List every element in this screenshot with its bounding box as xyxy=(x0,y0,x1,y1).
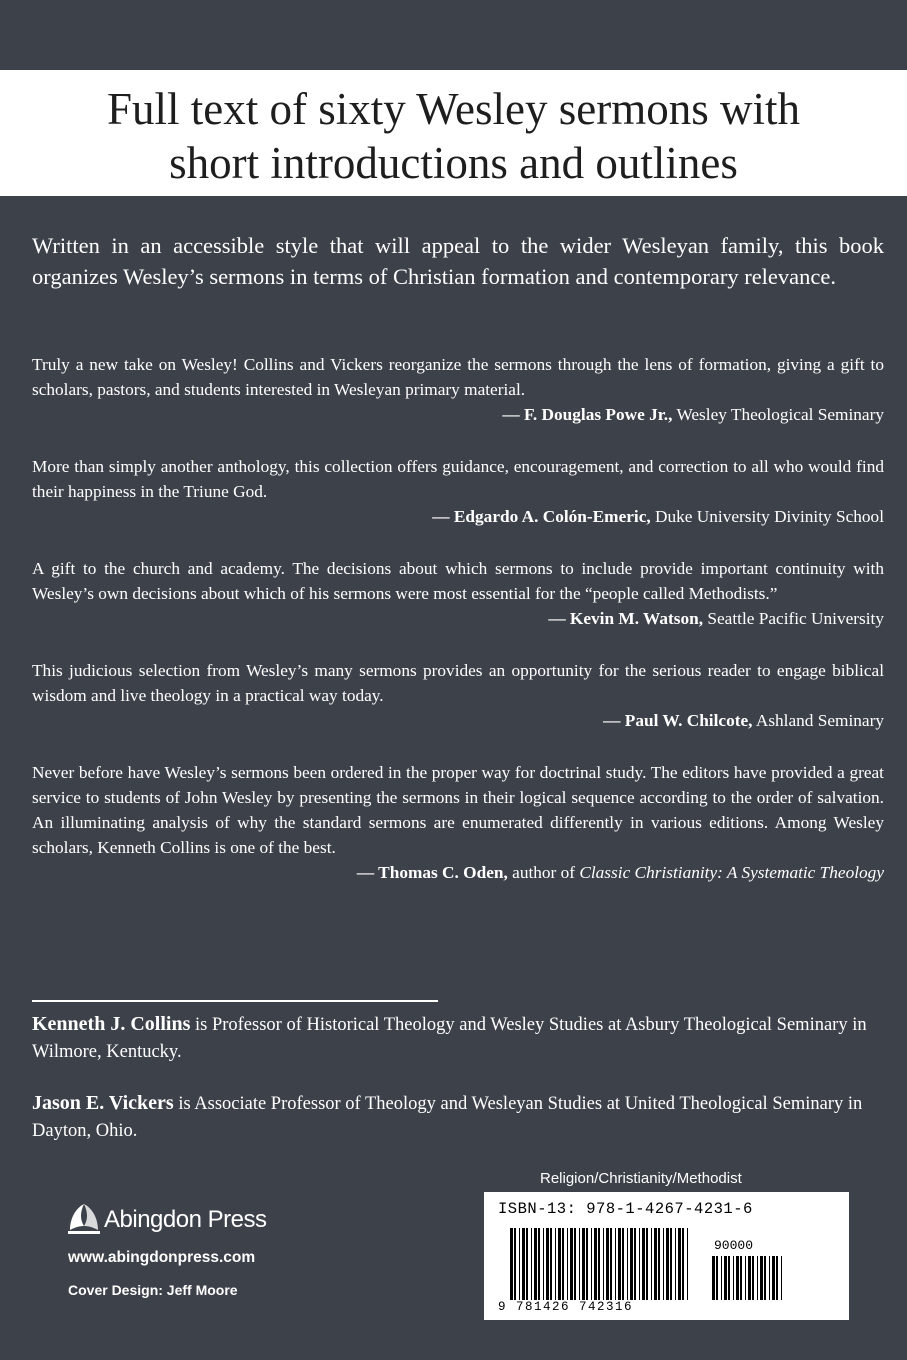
barcode-bar xyxy=(666,1228,669,1300)
author-description: is Professor of Historical Theology and Wesley Studies at Asbury Theological Seminary in Wilmore, Kentucky. xyxy=(32,1015,867,1062)
barcode-bar xyxy=(630,1228,633,1300)
endorser-affiliation: Wesley Theological Seminary xyxy=(672,405,884,424)
barcode-bar xyxy=(670,1228,672,1300)
barcode-bar xyxy=(764,1256,766,1300)
cover-design-credit: Cover Design: Jeff Moore xyxy=(68,1282,238,1298)
isbn: ISBN-13: 978-1-4267-4231-6 xyxy=(498,1200,753,1218)
abingdon-logo-icon xyxy=(66,1200,102,1238)
barcode-bar xyxy=(740,1256,742,1300)
barcode-bar xyxy=(534,1228,537,1300)
barcode-bar xyxy=(558,1228,561,1300)
barcode-bar xyxy=(598,1228,600,1300)
endorsement-text: Truly a new take on Wesley! Collins and Vickers reorganize the sermons through the lens of formation, giving a gift to scholars, pastors, and students interested in Wesleyan primary material. xyxy=(32,355,884,399)
barcode-bar xyxy=(538,1228,540,1300)
barcode-bar xyxy=(781,1256,782,1300)
endorsement xyxy=(32,352,884,427)
barcode-bar xyxy=(579,1228,580,1300)
barcode-bar xyxy=(543,1228,544,1300)
category-label: Religion/Christianity/Methodist xyxy=(540,1170,742,1187)
endorsement xyxy=(32,556,884,631)
endorsements xyxy=(32,352,884,885)
barcode-bar xyxy=(769,1256,770,1300)
endorser-affiliation: Ashland Seminary xyxy=(752,711,884,730)
barcode-box xyxy=(484,1192,849,1320)
barcode-bar xyxy=(634,1228,636,1300)
barcode-bar xyxy=(510,1228,513,1300)
author-description: is Associate Professor of Theology and Wesleyan Studies at United Theological Seminary in Dayton, Ohio. xyxy=(32,1094,863,1141)
barcode-bar xyxy=(591,1228,592,1300)
endorsement-text: More than simply another anthology, this collection offers guidance, encouragement, and correction to all who would find their happiness in the Triune God. xyxy=(32,457,884,501)
barcode-bar xyxy=(745,1256,746,1300)
ean-digits: 9 781426 742316 xyxy=(498,1300,634,1314)
barcode-bar xyxy=(586,1228,588,1300)
barcode-bar xyxy=(594,1228,597,1300)
barcode-bar xyxy=(606,1228,609,1300)
endorsement xyxy=(32,760,884,885)
barcode-bar xyxy=(618,1228,621,1300)
endorsement-attribution xyxy=(32,402,884,427)
barcode-bar xyxy=(728,1256,730,1300)
ean-bars xyxy=(510,1228,688,1300)
barcode-bar xyxy=(639,1228,640,1300)
barcode-bar xyxy=(522,1228,525,1300)
endorser-affiliation: Seattle Pacific University xyxy=(703,609,884,628)
barcode-bar xyxy=(776,1256,778,1300)
author-bio xyxy=(32,1011,884,1066)
barcode-bar xyxy=(678,1228,681,1300)
barcode-bar xyxy=(675,1228,676,1300)
endorser-name: — Kevin M. Watson, xyxy=(548,609,704,628)
endorser-affiliation: Duke University Divinity School xyxy=(650,507,884,526)
barcode-bar xyxy=(760,1256,763,1300)
barcode-bar xyxy=(546,1228,549,1300)
barcode-bar xyxy=(646,1228,648,1300)
barcode-bar xyxy=(772,1256,775,1300)
barcode-bar xyxy=(567,1228,568,1300)
barcode-bar xyxy=(733,1256,734,1300)
barcode-bar xyxy=(622,1228,624,1300)
title-band xyxy=(0,70,907,196)
lead-paragraph: Written in an accessible style that will appeal to the wider Wesleyan family, this book organizes Wesley’s sermons in terms of Christian formation and contemporary relevance. xyxy=(32,233,884,289)
barcode-bar xyxy=(752,1256,754,1300)
endorsement-attribution xyxy=(32,860,884,885)
barcode-bar xyxy=(570,1228,573,1300)
barcode-bar xyxy=(716,1256,718,1300)
barcode-bar xyxy=(514,1228,516,1300)
endorser-name: — Thomas C. Oden, xyxy=(356,863,508,882)
barcode-bar xyxy=(562,1228,564,1300)
endorser-affiliation: author of xyxy=(507,863,580,882)
barcode-bar xyxy=(555,1228,556,1300)
endorsement-text: A gift to the church and academy. The decisions about which sermons to include provide important continuity with Wesley’s own decisions about which of his sermons were most essential for the “people called Methodists.” xyxy=(32,559,884,603)
endorsement-attribution xyxy=(32,504,884,529)
barcode-bar xyxy=(610,1228,612,1300)
endorsement-attribution xyxy=(32,708,884,733)
author-name: Kenneth J. Collins xyxy=(32,1013,191,1035)
barcode-bar xyxy=(682,1228,684,1300)
author-bio xyxy=(32,1090,884,1145)
barcode-bar xyxy=(615,1228,616,1300)
addon-bars xyxy=(712,1256,782,1300)
endorser-name: — F. Douglas Powe Jr., xyxy=(502,405,673,424)
barcode-bar xyxy=(748,1256,751,1300)
barcode-bar xyxy=(712,1256,715,1300)
barcode-bar xyxy=(603,1228,604,1300)
divider-rule xyxy=(32,1000,438,1002)
publisher-logo xyxy=(66,1200,267,1243)
barcode-bar xyxy=(721,1256,722,1300)
endorsement-text: This judicious selection from Wesley’s many sermons provides an opportunity for the serious reader to engage biblical wisdom and live theology in a practical way today. xyxy=(32,661,884,705)
barcode-bar xyxy=(654,1228,657,1300)
barcode-bar xyxy=(663,1228,664,1300)
barcode-bar xyxy=(550,1228,552,1300)
barcode-bar xyxy=(658,1228,660,1300)
author-name: Jason E. Vickers xyxy=(32,1092,174,1114)
title-line-2: short introductions and outlines xyxy=(169,138,738,188)
barcode-bar xyxy=(574,1228,576,1300)
barcode-bar xyxy=(526,1228,528,1300)
barcode-bar xyxy=(651,1228,652,1300)
barcode-bar xyxy=(519,1228,520,1300)
barcode-bar xyxy=(627,1228,628,1300)
barcode-bar xyxy=(582,1228,585,1300)
barcode-bar xyxy=(757,1256,758,1300)
endorsement xyxy=(32,658,884,733)
price-code: 90000 xyxy=(714,1238,754,1253)
barcode-bar xyxy=(736,1256,739,1300)
title-line-1: Full text of sixty Wesley sermons with xyxy=(106,84,801,134)
endorsement xyxy=(32,454,884,529)
endorsement-text: Never before have Wesley’s sermons been ordered in the proper way for doctrinal study. The editors have provided a great service to students of John Wesley by presenting the sermons in their logical sequence according to the order of salvation. An illuminating analysis of why the standard sermons are enumerated differently in various editions. Among Wesley scholars, Kenneth Collins is one of the best. xyxy=(32,763,884,857)
endorser-name: — Paul W. Chilcote, xyxy=(603,711,753,730)
barcode-bar xyxy=(642,1228,645,1300)
endorser-name: — Edgardo A. Colón-Emeric, xyxy=(432,507,651,526)
barcode-bar xyxy=(724,1256,727,1300)
publisher-name: Abingdon Press xyxy=(104,1206,267,1233)
book-title: Classic Christianity: A Systematic Theology xyxy=(579,863,884,882)
endorsement-attribution xyxy=(32,606,884,631)
publisher-url: www.abingdonpress.com xyxy=(68,1249,256,1266)
barcode-bar xyxy=(687,1228,688,1300)
barcode-bar xyxy=(531,1228,532,1300)
